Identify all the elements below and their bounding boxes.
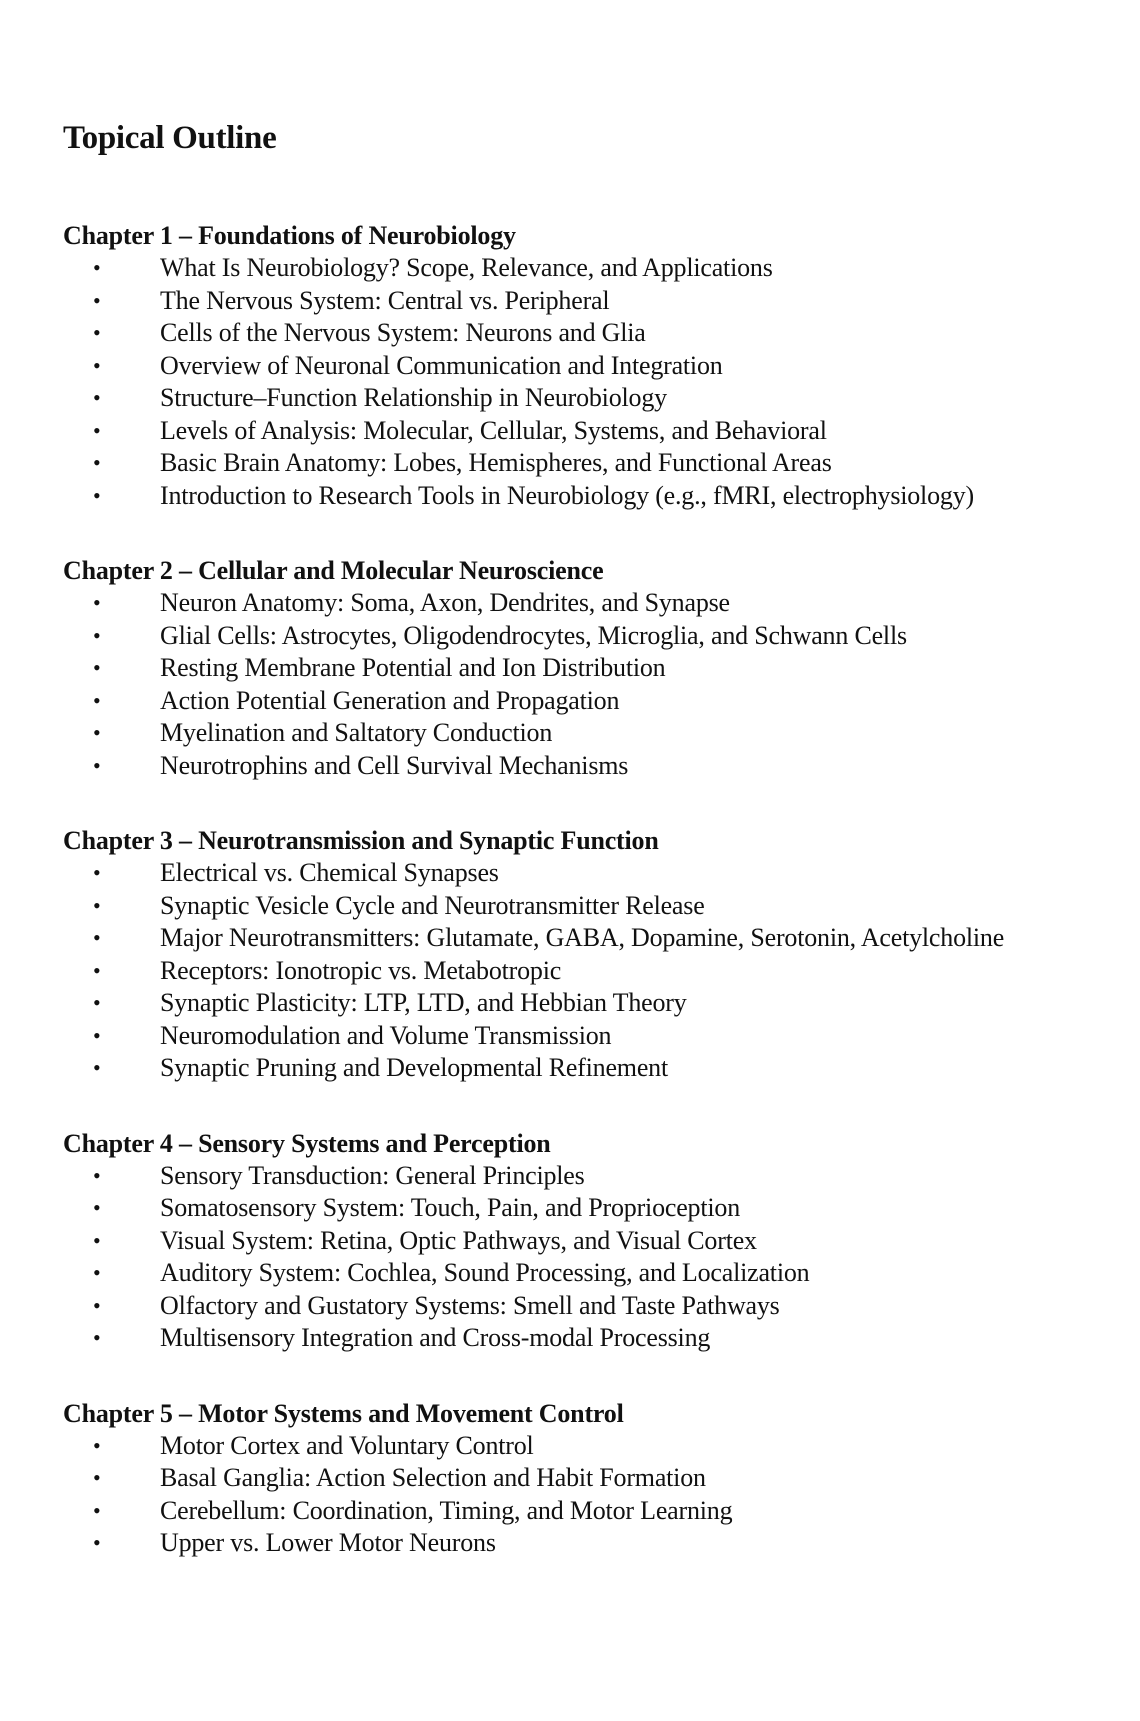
topic-text: The Nervous System: Central vs. Peripheral [160, 285, 610, 315]
list-item [63, 1020, 1103, 1053]
bullet-icon: • [93, 1260, 101, 1285]
bullet-icon: • [93, 1022, 101, 1048]
topic-text: Introduction to Research Tools in Neurobiology (e.g., fMRI, electrophysiology) [160, 480, 974, 510]
topic-text: Resting Membrane Potential and Ion Distribution [160, 653, 666, 682]
chapter-section [63, 219, 1103, 512]
list-item [63, 382, 1103, 415]
chapter-section [63, 554, 1103, 782]
topic-text: Auditory System: Cochlea, Sound Processing, and Localization [160, 1258, 810, 1287]
bullet-icon: • [93, 752, 101, 778]
list-item [63, 587, 1103, 620]
bullet-icon: • [93, 990, 101, 1015]
topic-list [63, 1160, 1103, 1355]
list-item [63, 350, 1103, 383]
topic-text: Synaptic Vesicle Cycle and Neurotransmitter Release [160, 890, 705, 920]
topic-text: Electrical vs. Chemical Synapses [160, 858, 499, 887]
chapter-section [63, 824, 1103, 1085]
topic-text: Synaptic Plasticity: LTP, LTD, and Hebbian Theory [160, 988, 687, 1017]
list-item [63, 252, 1103, 285]
bullet-icon: • [93, 590, 101, 615]
page-title: Topical Outline [63, 120, 277, 156]
bullet-icon: • [93, 1497, 101, 1523]
list-item [63, 1527, 1103, 1560]
list-item [63, 415, 1103, 448]
bullet-icon: • [93, 655, 101, 680]
topic-text: Levels of Analysis: Molecular, Cellular, Systems, and Behavioral [160, 415, 827, 445]
bullet-icon: • [93, 1195, 101, 1220]
bullet-icon: • [93, 1530, 101, 1555]
topic-list [63, 857, 1103, 1085]
list-item [63, 1257, 1103, 1290]
bullet-icon: • [93, 720, 101, 745]
list-item [63, 717, 1103, 750]
topic-text: Motor Cortex and Voluntary Control [160, 1430, 534, 1460]
chapter-heading: Chapter 2 – Cellular and Molecular Neuroscience [63, 556, 604, 585]
bullet-icon: • [93, 1325, 101, 1350]
topic-text: Multisensory Integration and Cross-modal Processing [160, 1323, 711, 1352]
list-item [63, 1495, 1103, 1528]
topic-list [63, 1430, 1103, 1560]
topic-text: Overview of Neuronal Communication and Integration [160, 350, 723, 380]
bullet-icon: • [93, 957, 101, 983]
list-item [63, 1462, 1103, 1495]
bullet-icon: • [93, 1292, 101, 1318]
chapter-list [63, 219, 1103, 1602]
list-item [63, 685, 1103, 718]
list-item [63, 1160, 1103, 1193]
topic-text: Synaptic Pruning and Developmental Refinement [160, 1053, 668, 1082]
bullet-icon: • [93, 1465, 101, 1490]
chapter-section [63, 1397, 1103, 1560]
topic-text: Glial Cells: Astrocytes, Oligodendrocytes, Microglia, and Schwann Cells [160, 620, 907, 650]
topic-text: Basic Brain Anatomy: Lobes, Hemispheres, and Functional Areas [160, 448, 832, 477]
bullet-icon: • [93, 925, 101, 950]
list-item [63, 750, 1103, 783]
chapter-heading: Chapter 3 – Neurotransmission and Synaptic Function [63, 826, 659, 855]
bullet-icon: • [93, 1162, 101, 1188]
chapter-heading: Chapter 5 – Motor Systems and Movement Control [63, 1398, 624, 1428]
topic-text: Structure–Function Relationship in Neurobiology [160, 383, 667, 412]
list-item [63, 1430, 1103, 1463]
bullet-icon: • [93, 1432, 101, 1458]
list-item [63, 1322, 1103, 1355]
list-item [63, 857, 1103, 890]
topic-text: Action Potential Generation and Propagation [160, 685, 620, 715]
topic-text: Receptors: Ionotropic vs. Metabotropic [160, 955, 562, 985]
topic-text: Olfactory and Gustatory Systems: Smell and Taste Pathways [160, 1290, 780, 1320]
list-item [63, 1192, 1103, 1225]
bullet-icon: • [93, 352, 101, 378]
list-item [63, 987, 1103, 1020]
list-item [63, 652, 1103, 685]
list-item [63, 285, 1103, 318]
topic-text: What Is Neurobiology? Scope, Relevance, and Applications [160, 253, 773, 282]
list-item [63, 1290, 1103, 1323]
bullet-icon: • [93, 450, 101, 475]
bullet-icon: • [93, 255, 101, 280]
list-item [63, 480, 1103, 513]
bullet-icon: • [93, 385, 101, 410]
bullet-icon: • [93, 1055, 101, 1080]
list-item [63, 922, 1103, 955]
list-item [63, 890, 1103, 923]
topic-text: Visual System: Retina, Optic Pathways, and Visual Cortex [160, 1225, 757, 1255]
chapter-heading: Chapter 4 – Sensory Systems and Perception [63, 1128, 551, 1158]
topic-text: Cerebellum: Coordination, Timing, and Motor Learning [160, 1495, 733, 1525]
topic-text: Basal Ganglia: Action Selection and Habit Formation [160, 1463, 706, 1492]
list-item [63, 1225, 1103, 1258]
topic-text: Myelination and Saltatory Conduction [160, 718, 553, 747]
chapter-heading: Chapter 1 – Foundations of Neurobiology [63, 221, 516, 250]
list-item [63, 317, 1103, 350]
topic-text: Upper vs. Lower Motor Neurons [160, 1528, 496, 1557]
topic-text: Sensory Transduction: General Principles [160, 1160, 585, 1190]
list-item [63, 620, 1103, 653]
bullet-icon: • [93, 622, 101, 648]
topic-text: Neuron Anatomy: Soma, Axon, Dendrites, and Synapse [160, 588, 730, 617]
bullet-icon: • [93, 320, 101, 345]
topic-list [63, 587, 1103, 782]
topic-text: Cells of the Nervous System: Neurons and Glia [160, 318, 646, 347]
topic-text: Major Neurotransmitters: Glutamate, GABA, Dopamine, Serotonin, Acetylcholine [160, 923, 1005, 952]
topic-text: Somatosensory System: Touch, Pain, and Proprioception [160, 1193, 740, 1222]
topic-text: Neuromodulation and Volume Transmission [160, 1020, 612, 1050]
list-item [63, 447, 1103, 480]
bullet-icon: • [93, 687, 101, 713]
bullet-icon: • [93, 892, 101, 918]
bullet-icon: • [93, 287, 101, 313]
chapter-section [63, 1127, 1103, 1355]
list-item [63, 1052, 1103, 1085]
bullet-icon: • [93, 482, 101, 508]
list-item [63, 955, 1103, 988]
bullet-icon: • [93, 417, 101, 443]
bullet-icon: • [93, 860, 101, 885]
topic-list [63, 252, 1103, 512]
bullet-icon: • [93, 1227, 101, 1253]
topic-text: Neurotrophins and Cell Survival Mechanisms [160, 750, 629, 780]
